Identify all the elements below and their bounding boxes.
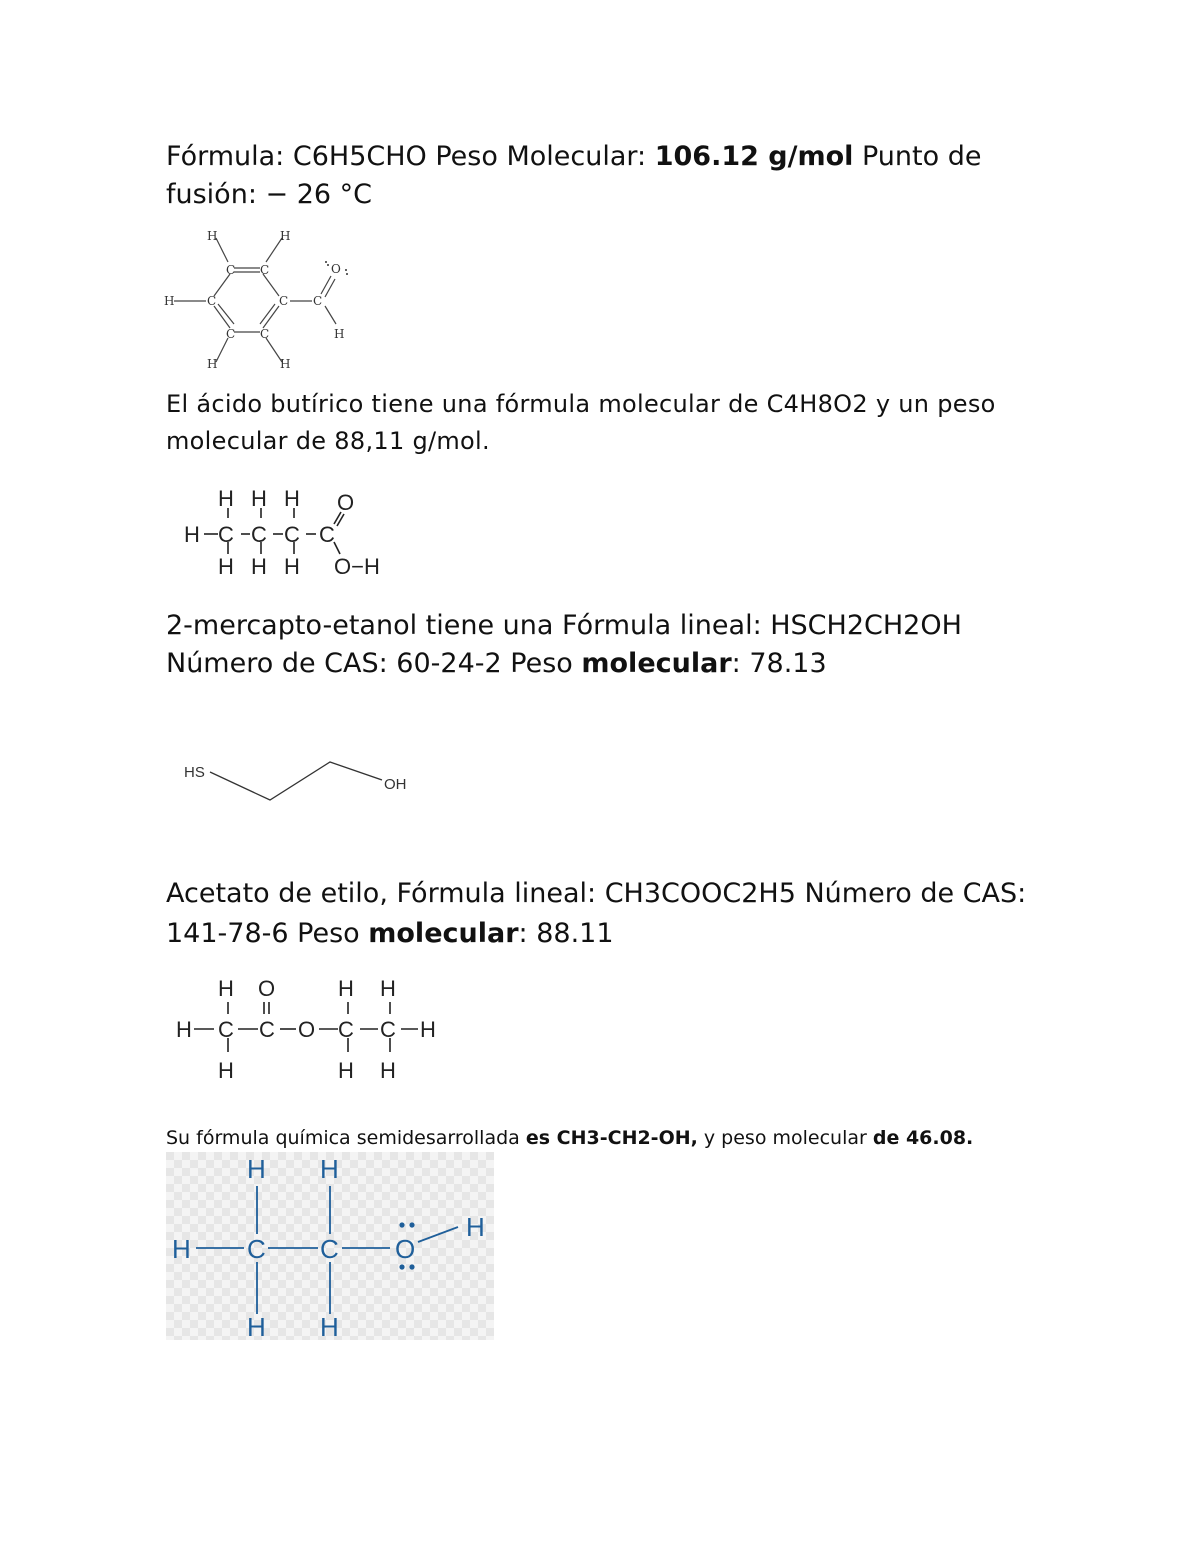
ethyl-acetate-structure: [174, 974, 464, 1084]
atom-label: C: [260, 327, 270, 341]
atom-label: H: [338, 1058, 354, 1083]
atom-label: H: [218, 976, 234, 1001]
atom-label: H: [466, 1212, 485, 1242]
acetate-bold: molecular: [368, 918, 519, 949]
benzaldehyde-structure: [160, 228, 370, 378]
atom-label: C: [338, 1017, 354, 1042]
atom-label: H: [251, 554, 267, 579]
atom-label: H: [207, 229, 218, 243]
atom-label: C: [218, 1017, 234, 1042]
mp-value: − 26 °C: [265, 179, 372, 210]
atom-label: H: [176, 1017, 192, 1042]
atom-label: C: [320, 1234, 339, 1264]
atom-label: H: [251, 486, 267, 511]
mercaptoethanol-info: [166, 607, 1046, 683]
atom-label: H: [184, 522, 200, 547]
weight-label: Peso Molecular:: [426, 141, 655, 172]
atom-label: C: [313, 294, 323, 308]
atom-label: H: [380, 1058, 396, 1083]
atom-label: C: [226, 327, 236, 341]
atom-label: O: [331, 262, 341, 276]
ethyl-acetate-info: [166, 874, 1046, 954]
atom-label: H: [338, 976, 354, 1001]
butyric-acid-structure: [182, 486, 402, 581]
atom-label: H: [280, 357, 291, 371]
atom-label: H: [247, 1312, 266, 1342]
atom-label: H: [334, 327, 345, 341]
atom-label: H: [280, 229, 291, 243]
ethanol-weight: de 46.08.: [872, 1127, 974, 1149]
atom-label: O: [258, 976, 276, 1001]
atom-label: C: [380, 1017, 396, 1042]
atom-label: H: [218, 1058, 234, 1083]
atom-label: H: [218, 554, 234, 579]
atom-label: C: [319, 522, 335, 547]
atom-label: O: [337, 490, 355, 515]
atom-label: H: [164, 294, 175, 308]
ethanol-structure: [166, 1152, 494, 1340]
mercapto-text: 2-mercapto-etanol tiene una Fórmula lineal: HSCH2CH2OH Número de CAS: 60-24-2 Peso: [166, 610, 962, 679]
atom-label: H: [320, 1312, 339, 1342]
atom-label: C: [207, 294, 217, 308]
formula-value: C6H5CHO: [292, 141, 427, 172]
mp-label: Punto de fusión:: [166, 141, 982, 210]
formula-label: Fórmula:: [166, 141, 293, 172]
atom-label: H: [247, 1154, 266, 1184]
atom-label: H: [207, 357, 218, 371]
atom-label: H: [172, 1234, 191, 1264]
ethanol-info: [166, 1124, 1046, 1152]
atom-label: H: [320, 1154, 339, 1184]
atom-label: H: [218, 486, 234, 511]
atom-label: C: [284, 522, 300, 547]
benzaldehyde-info: [166, 138, 1046, 214]
atom-label: C: [247, 1234, 266, 1264]
acetate-weight: : 88.11: [518, 918, 614, 949]
mercapto-bold: molecular: [581, 648, 732, 679]
weight-value: 106.12 g/mol: [654, 141, 854, 172]
atom-label: C: [226, 263, 236, 277]
atom-label: H: [380, 976, 396, 1001]
ethanol-formula: es CH3-CH2-OH,: [525, 1127, 698, 1149]
mercapto-weight: : 78.13: [731, 648, 827, 679]
atom-label: C: [260, 263, 270, 277]
atom-label: O: [395, 1234, 416, 1264]
atom-label: H: [284, 486, 300, 511]
atom-label: O: [298, 1017, 316, 1042]
acetate-text: Acetato de etilo, Fórmula lineal: CH3COOC2H5 Número de CAS: 141-78-6 Peso: [166, 878, 1027, 949]
ethanol-mid: y peso molecular: [697, 1127, 873, 1149]
atom-label: C: [279, 294, 289, 308]
butyric-acid-info: El ácido butírico tiene una fórmula molecular de C4H8O2 y un peso molecular de 88,11 g/mol.: [166, 390, 996, 455]
atom-label: OH: [384, 776, 407, 793]
mercaptoethanol-structure: [182, 758, 432, 808]
ethanol-text: Su fórmula química semidesarrollada: [166, 1127, 526, 1149]
atom-label: HS: [184, 764, 205, 781]
atom-label: C: [251, 522, 267, 547]
atom-label: H: [420, 1017, 436, 1042]
atom-label: C: [218, 522, 234, 547]
atom-label: H: [284, 554, 300, 579]
atom-label: C: [259, 1017, 275, 1042]
atom-label: O−H: [334, 554, 380, 579]
